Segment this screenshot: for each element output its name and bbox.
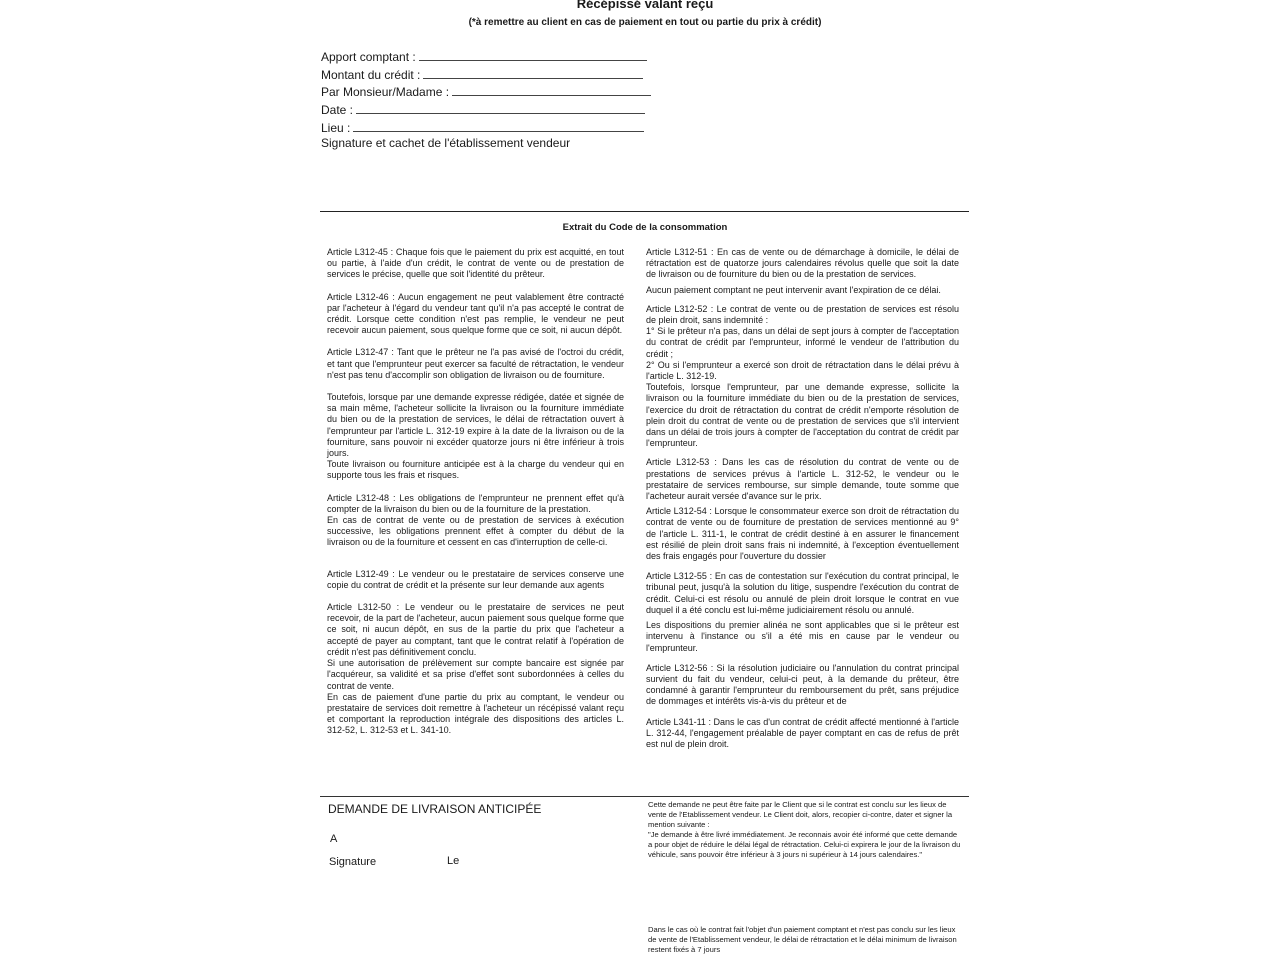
article-l312-55: Article L312-55 : En cas de contestation sur l'exécution du contrat principal, le tribunal peut, jusqu'à la solution du litige, suspendre l'exécution du contrat de crédit. Celui-ci est résolu ou annulé de plein droit lorsque le contrat en vue duquel il a été conclu est lui-même judiciairement résolu ou annulé. — [646, 571, 959, 615]
signature-label: Signature et cachet de l'établissement vendeur — [321, 135, 571, 150]
fill-line[interactable] — [452, 95, 651, 96]
demande-date-label: Le — [447, 855, 460, 867]
article-paragraph: Si une autorisation de prélèvement sur compte bancaire est signée par l'acquéreur, sa validité et sa prise d'effet sont subordonnées à celles du contrat de vente. — [327, 658, 624, 691]
field-label: Date : — [321, 103, 354, 118]
fill-line[interactable] — [353, 131, 644, 132]
fill-line[interactable] — [423, 78, 643, 79]
demande-quote: "Je demande à être livré immédiatement. Je reconnais avoir été informé que cette demande a pour objet de réduire le délai légal de rétractation. Celui-ci expirera le jour de la livraison du véhicule, sans pouvoir être inférieur à 3 jours ni supérieur à 14 jours calendaires." — [648, 829, 961, 859]
article-l312-47: Article L312-47 : Tant que le prêteur ne l'a pas avisé de l'octroi du crédit, et tant que l'emprunteur peut exercer sa faculté de rétractation, le vendeur n'est pas tenu d'accomplir son obligation de livraison ou de fourniture. — [327, 347, 624, 380]
divider-bottom — [320, 796, 969, 797]
document-subtitle: (*à remettre au client en cas de paiement en tout ou partie du prix à crédit) — [468, 17, 822, 28]
document-title: Récépissé valant reçu — [576, 0, 714, 11]
form-row-montant — [321, 64, 651, 82]
demande-title: DEMANDE DE LIVRAISON ANTICIPÉE — [328, 802, 542, 816]
extract-left-column — [327, 247, 624, 737]
article-paragraph: Aucun paiement comptant ne peut intervenir avant l'expiration de ce délai. — [646, 284, 941, 295]
form-row-date — [321, 99, 651, 117]
article-l312-53: Article L312-53 : Dans les cas de résolution du contrat de vente ou de prestations de services prévus à l'article L. 312-52, le vendeur ou le prestataire de services rembourse, sur simple demande, toute somme que l'acheteur aurait versée d'avance sur le prix. — [646, 457, 959, 502]
article-l312-54: Article L312-54 : Lorsque le consommateur exerce son droit de rétractation du contrat de vente ou de fourniture de prestation de services mentionné au 9° de l'article L. 311-1, le contrat de crédit destiné à en assurer le financement est résilié de plein droit sans frais ni indemnité, à l'exception éventuellement des frais engagés pour l'ouverture du dossier — [646, 506, 959, 562]
demande-signature-label: Signature — [329, 856, 377, 868]
extract-title: Extrait du Code de la consommation — [562, 222, 728, 233]
article-paragraph: Toutefois, lorsque l'emprunteur, par une demande expresse, sollicite la livraison ou la fourniture immédiate du bien ou de la prestation de services, l'exercice du droit de rétractation du contrat de crédit n'emporte résolution de plein droit du contrat de vente ou de prestation de services que s'il intervient dans un délai de trois jours à compter de l'acceptation du contrat de crédit par l'emprunteur. — [646, 382, 959, 449]
article-paragraph: Toute livraison ou fourniture anticipée est à la charge du vendeur qui en supporte tous les frais et risques. — [327, 459, 624, 481]
field-label: Apport comptant : — [321, 49, 416, 64]
article-paragraph: En cas de contrat de vente ou de prestation de services à exécution successive, les obligations prennent effet à compter du début de la livraison ou de la fourniture et cessent en cas d'interruption de celle-ci. — [327, 515, 624, 548]
demande-a-label: A — [330, 833, 338, 845]
divider-top — [320, 211, 969, 212]
article-l312-50: Article L312-50 : Le vendeur ou le prestataire de services ne peut recevoir, de la part de l'acheteur, aucun paiement sous quelque forme que ce soit, ni aucun dépôt, en sus de la partie du prix que l'acheteur a accepté de payer au comptant, tant que le contrat relatif à l'opération de crédit n'est pas définitivement conclu. — [327, 602, 624, 657]
article-l312-56: Article L312-56 : Si la résolution judiciaire ou l'annulation du contrat principal survient du fait du vendeur, celui-ci peut, à la demande du prêteur, être condamné à garantir l'emprunteur du remboursement du prêt, sans préjudice de dommages et intérêts vis-à-vis du prêteur et de — [646, 662, 959, 707]
field-label: Lieu : — [321, 120, 351, 135]
fill-line[interactable] — [419, 60, 647, 61]
article-paragraph: Les dispositions du premier alinéa ne sont applicables que si le prêteur est intervenu à l'instance ou s'il a été mis en cause par le vendeur ou l'emprunteur. — [646, 620, 959, 653]
article-l312-51: Article L312-51 : En cas de vente ou de démarchage à domicile, le délai de rétractation est de quatorze jours calendaires révolus quelle que soit la date de livraison ou de fourniture du bien ou de la prestation de services. — [646, 247, 959, 280]
article-l312-45: Article L312-45 : Chaque fois que le paiement du prix est acquitté, en tout ou partie, à l'aide d'un crédit, le contrat de vente ou de prestation de services le précise, quelle que soit l'identité du prêteur. — [327, 247, 624, 280]
field-label: Montant du crédit : — [321, 67, 421, 82]
article-paragraph: En cas de paiement d'une partie du prix au comptant, le vendeur ou prestataire de services doit remettre à l'acheteur un récépissé valant reçu et comportant la reproduction intégrale des dispositions des articles L. 312-52, L. 312-53 et L. 341-10. — [327, 691, 624, 736]
article-l312-49: Article L312-49 : Le vendeur ou le prestataire de services conserve une copie du contrat de crédit et la présente sur leur demande aux agents — [327, 568, 624, 590]
demande-note — [648, 800, 963, 859]
article-paragraph: Toutefois, lorsque par une demande expresse rédigée, datée et signée de sa main même, l'acheteur sollicite la livraison ou la fourniture immédiate du bien ou de la prestation de services, le délai de rétractation ouvert à l'emprunteur par l'article L. 312-19 expire à la date de la livraison ou de la fourniture, sans pouvoir ni excéder quatorze jours ni être inférieur à trois jours. — [327, 392, 624, 459]
article-l312-52: Article L312-52 : Le contrat de vente ou de prestation de services est résolu de plein droit, sans indemnité : — [646, 303, 959, 326]
demande-bottom-note: Dans le cas où le contrat fait l'objet d'un paiement comptant et n'est pas conclu sur les lieux de vente de l'Etablissement vendeur, le délai de rétractation et le délai minimum de livraison restent fixés à 7 jours — [648, 925, 957, 954]
article-l341-11: Article L341-11 : Dans le cas d'un contrat de crédit affecté mentionné à l'article L. 312-44, l'engagement préalable de payer comptant en cas de refus de prêt est nul de plein droit. — [646, 716, 959, 749]
article-l312-48: Article L312-48 : Les obligations de l'emprunteur ne prennent effet qu'à compter de la livraison du bien ou de la fourniture de la prestation. — [327, 492, 624, 514]
form-row-apport — [321, 46, 651, 64]
form-row-lieu — [321, 117, 651, 135]
receipt-form — [321, 46, 651, 150]
field-label: Par Monsieur/Madame : — [321, 85, 450, 100]
fill-line[interactable] — [356, 113, 645, 114]
article-paragraph: 2° Ou si l'emprunteur a exercé son droit de rétractation dans le délai prévu à l'article L. 312-19. — [646, 359, 959, 382]
demande-instruction: Cette demande ne peut être faite par le Client que si le contrat est conclu sur les lieux de vente de l'Etablissement vendeur. Le Client doit, alors, recopier ci-contre, dater et signer la mention suivante : — [648, 800, 953, 829]
article-paragraph: 1° Si le prêteur n'a pas, dans un délai de sept jours à compter de l'acceptation du contrat de crédit par l'emprunteur, informé le vendeur de l'attribution du crédit ; — [646, 326, 959, 359]
article-l312-46: Article L312-46 : Aucun engagement ne peut valablement être contracté par l'acheteur à l'égard du vendeur tant qu'il n'a pas accepté le contrat de crédit. Lorsque cette condition n'est pas remplie, le vendeur ne peut recevoir aucun paiement, sous quelque forme que ce soit, ni aucun dépôt. — [327, 291, 624, 336]
extract-right-column — [646, 247, 959, 750]
form-row-monsieur — [321, 82, 651, 100]
